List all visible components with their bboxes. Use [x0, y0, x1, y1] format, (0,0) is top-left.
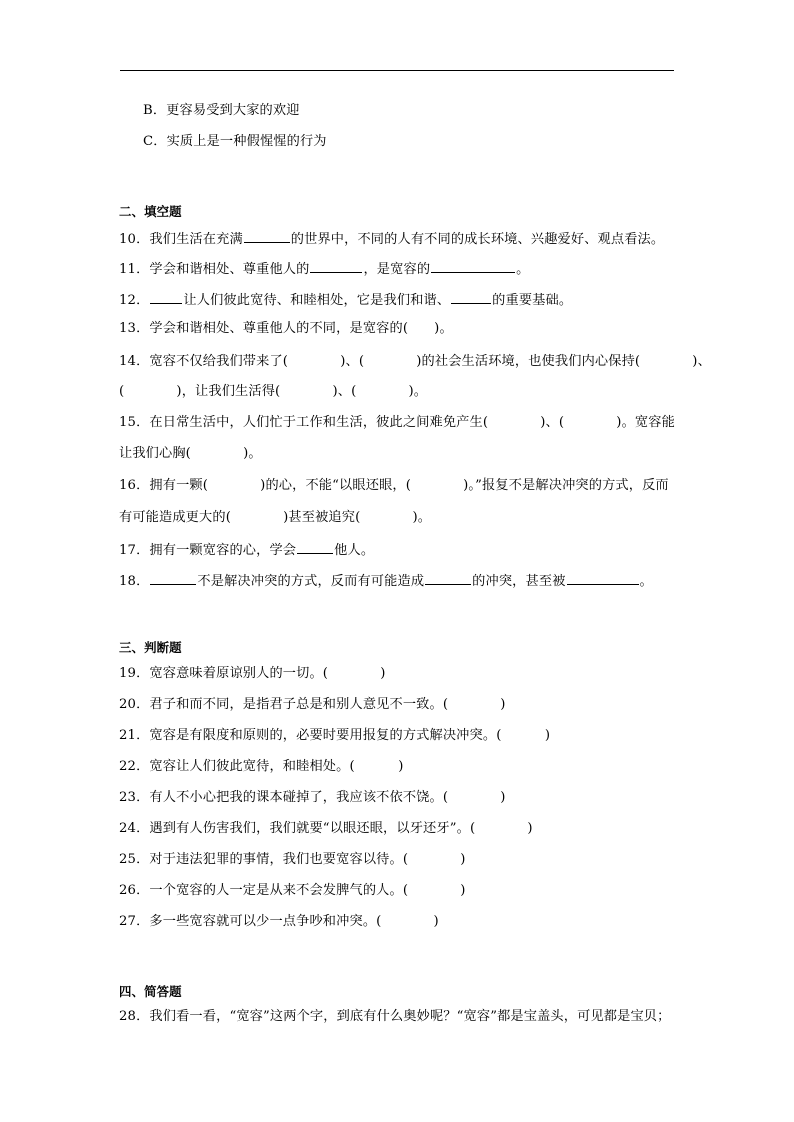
option-b: B．更容易受到大家的欢迎 — [143, 103, 300, 118]
question-14-line-1: 14．宽容不仅给我们带来了( )、( )的社会生活环境，也使我们内心保持( )、 — [119, 354, 711, 369]
section-heading-judge: 三、判断题 — [119, 640, 182, 655]
question-17: 17．拥有一颗宽容的心，学会 他人。 — [119, 539, 374, 560]
blank[interactable] — [150, 289, 182, 304]
question-12: 12． 让人们彼此宽待、和睦相处，它是我们和谐、 的重要基础。 — [119, 289, 572, 310]
question-16-line-1: 16．拥有一颗( )的心，不能“以眼还眼，( )。”报复不是解决冲突的方式，反而 — [119, 478, 669, 493]
section-heading-fill: 二、填空题 — [119, 204, 182, 219]
question-15-line-2: 让我们心胸( )。 — [119, 446, 262, 461]
question-16-line-2: 有可能造成更大的( )甚至被追究( )。 — [119, 510, 432, 525]
header-rule — [120, 70, 674, 71]
question-15-line-1: 15．在日常生活中，人们忙于工作和生活，彼此之间难免产生( )、( )。宽容能 — [119, 415, 675, 430]
question-24: 24．遇到有人伤害我们，我们就要“以眼还眼，以牙还牙”。( ) — [119, 821, 533, 836]
question-14-line-2: ( )，让我们生活得( )、( )。 — [119, 384, 428, 399]
question-20: 20．君子和而不同，是指君子总是和别人意见不一致。( ) — [119, 697, 506, 712]
blank[interactable] — [297, 539, 333, 554]
blank[interactable] — [451, 289, 491, 304]
blank[interactable] — [567, 570, 639, 585]
question-22: 22．宽容让人们彼此宽待，和睦相处。( ) — [119, 759, 404, 774]
question-18: 18． 不是解决冲突的方式，反而有可能造成 的冲突，甚至被 。 — [119, 570, 653, 591]
question-13: 13．学会和谐相处、尊重他人的不同，是宽容的( )。 — [119, 321, 453, 336]
question-19: 19．宽容意味着原谅别人的一切。( ) — [119, 666, 386, 681]
question-21: 21．宽容是有限度和原则的，必要时要用报复的方式解决冲突。( ) — [119, 728, 551, 743]
blank[interactable] — [244, 228, 290, 243]
question-26: 26．一个宽容的人一定是从来不会发脾气的人。( ) — [119, 883, 466, 898]
blank[interactable] — [150, 570, 196, 585]
question-11: 11．学会和谐相处、尊重他人的 ，是宽容的 。 — [119, 258, 530, 279]
blank[interactable] — [310, 258, 362, 273]
blank[interactable] — [431, 258, 515, 273]
question-10: 10．我们生活在充满 的世界中，不同的人有不同的成长环境、兴趣爱好、观点看法。 — [119, 228, 664, 249]
question-28: 28．我们看一看，“宽容”这两个字，到底有什么奥妙呢？“宽容”都是宝盖头，可见都是宝贝； — [119, 1009, 671, 1024]
question-23: 23．有人不小心把我的课本碰掉了，我应该不依不饶。( ) — [119, 790, 506, 805]
question-25: 25．对于违法犯罪的事情，我们也要宽容以待。( ) — [119, 852, 466, 867]
question-27: 27．多一些宽容就可以少一点争吵和冲突。( ) — [119, 914, 439, 929]
option-c: C．实质上是一种假惺惺的行为 — [143, 134, 327, 149]
blank[interactable] — [425, 570, 471, 585]
section-heading-short: 四、简答题 — [119, 984, 182, 999]
